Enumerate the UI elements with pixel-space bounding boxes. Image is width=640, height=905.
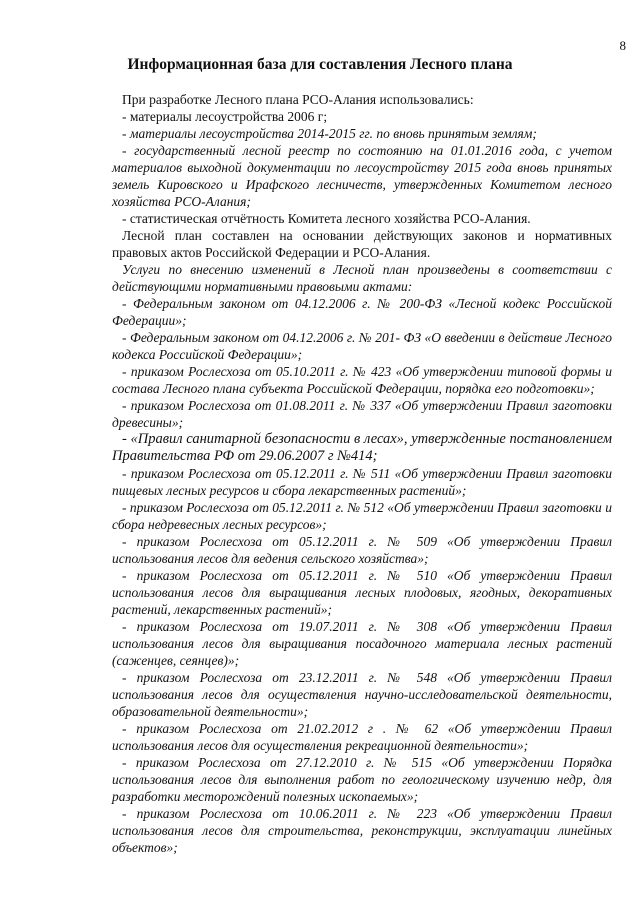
paragraph: - приказом Рослесхоза от 19.07.2011 г. № 308 «Об утверждении Правил использования лесов для выращивания посадочного материала лесных растений (саженцев, сеянцев)»; — [112, 619, 612, 668]
paragraph: Услуги по внесению изменений в Лесной план произведены в соответствии с действующими нормативными правовыми актами: — [112, 262, 612, 294]
paragraph: - приказом Рослесхоза от 05.12.2011 г. № 512 «Об утверждении Правил заготовки и сбора недревесных лесных ресурсов»; — [112, 500, 612, 532]
paragraph: - приказом Рослесхоза от 05.10.2011 г. № 423 «Об утверждении типовой формы и состава Лесного плана субъекта Российской Федерации, порядка его подготовки»; — [112, 364, 612, 396]
paragraph: - приказом Рослесхоза от 27.12.2010 г. № 515 «Об утверждении Порядка использования лесов для выполнения работ по геологическому изучению недр, для разработки месторождений полезных ископаемых»; — [112, 755, 612, 804]
paragraph: - приказом Рослесхоза от 10.06.2011 г. № 223 «Об утверждении Правил использования лесов для строительства, реконструкции, эксплуатации линейных объектов»; — [112, 806, 612, 855]
paragraph: - приказом Рослесхоза от 23.12.2011 г. № 548 «Об утверждении Правил использования лесов для осуществления научно-исследовательской деятельности, образовательной деятельности»; — [112, 670, 612, 719]
document-title: Информационная база для составления Лесного плана — [127, 56, 513, 73]
paragraph: - государственный лесной реестр по состоянию на 01.01.2016 года, с учетом материалов выходной документации по лесоустройству 2015 года вновь принятых земель Кировского и Ирафского лесничеств, утвержденных Комитетом лесного хозяйства РСО-Алания; — [112, 143, 612, 209]
paragraph: - приказом Рослесхоза от 05.12.2011 г. № 509 «Об утверждении Правил использования лесов для ведения сельского хозяйства»; — [112, 534, 612, 566]
paragraph: - материалы лесоустройства 2006 г; — [122, 109, 328, 124]
paragraph: - Федеральным законом от 04.12.2006 г. № 200-ФЗ «Лесной кодекс Российской Федерации»; — [112, 296, 612, 328]
paragraph: - статистическая отчётность Комитета лесного хозяйства РСО-Алания. — [122, 211, 531, 226]
paragraph: - приказом Рослесхоза от 05.12.2011 г. № 510 «Об утверждении Правил использования лесов для выращивания лесных плодовых, ягодных, декоративных растений, лекарственных растений»; — [112, 568, 612, 617]
document-body — [112, 91, 612, 856]
paragraph: - приказом Рослесхоза от 01.08.2011 г. № 337 «Об утверждении Правил заготовки древесины»; — [112, 398, 612, 430]
paragraph: - Федеральным законом от 04.12.2006 г. № 201- ФЗ «О введении в действие Лесного кодекса Российской Федерации»; — [112, 330, 612, 362]
paragraph: - приказом Рослесхоза от 21.02.2012 г . № 62 «Об утверждении Правил использования лесов для осуществления рекреационной деятельности»; — [112, 721, 612, 753]
page-number: 8 — [619, 38, 626, 53]
paragraph: Лесной план составлен на основании действующих законов и нормативных правовых актов Российской Федерации и РСО-Алания. — [112, 228, 612, 260]
paragraph: - «Правил санитарной безопасности в лесах», утвержденные постановлением Правительства РФ от 29.06.2007 г №414; — [112, 431, 612, 464]
paragraph: При разработке Лесного плана РСО-Алания использовались: — [122, 92, 474, 107]
paragraph: - материалы лесоустройства 2014-2015 гг. по вновь принятым землям; — [122, 126, 537, 141]
paragraph: - приказом Рослесхоза от 05.12.2011 г. № 511 «Об утверждении Правил заготовки пищевых лесных ресурсов и сбора лекарственных растений»; — [112, 466, 612, 498]
